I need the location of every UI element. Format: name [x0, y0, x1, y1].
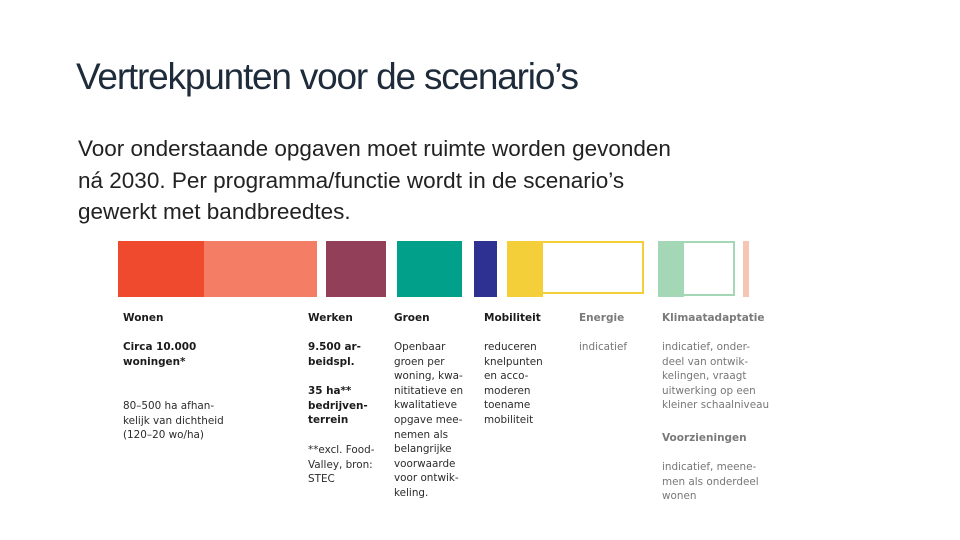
groen-line: woning, kwa-: [394, 370, 463, 383]
energie-text: [579, 340, 627, 355]
groen-line: kwalitatieve: [394, 399, 457, 412]
groen-line: belangrijke: [394, 443, 452, 456]
intro-text: [78, 133, 818, 228]
voorzieningen-line: men als onderdeel: [662, 475, 759, 488]
werken-value-line: 9.500 ar-: [308, 341, 361, 353]
wonen-label: Wonen: [123, 312, 164, 324]
klimaat-line: kelingen, vraagt: [662, 370, 747, 383]
wonen-note: [123, 399, 224, 443]
werken-value-line: beidspl.: [308, 355, 355, 368]
klimaat-label: Klimaatadaptatie: [662, 312, 765, 324]
groen-line: nemen als: [394, 428, 449, 441]
groen-line: voor ontwik-: [394, 472, 459, 485]
werken-terrain-line: 35 ha**: [308, 385, 352, 397]
intro-line: Voor onderstaande opgaven moet ruimte worden gevonden: [78, 136, 671, 161]
mobiliteit-line: moderen: [484, 384, 531, 397]
werken-terrain-line: bedrijven-: [308, 399, 368, 412]
werken-note-line: STEC: [308, 473, 335, 486]
mobiliteit-label: Mobiliteit: [484, 312, 541, 324]
mobiliteit-text: [484, 340, 543, 428]
werken-note-line: Valley, bron:: [308, 458, 373, 471]
klimaat-bar-outline: [684, 241, 735, 296]
groen-line: groen per: [394, 355, 445, 368]
groen-line: voorwaarde: [394, 457, 456, 470]
klimaat-line: indicatief, onder-: [662, 341, 750, 353]
intro-line: gewerkt met bandbreedtes.: [78, 199, 351, 224]
klimaat-line: uitwerking op een: [662, 384, 756, 397]
mobiliteit-line: mobiliteit: [484, 413, 534, 426]
energie-label: Energie: [579, 312, 625, 324]
groen-bar: [397, 241, 462, 297]
klimaat-line: deel van ontwik-: [662, 355, 749, 368]
groen-label: Groen: [394, 312, 430, 324]
wonen-note-line: (120–20 wo/ha): [123, 429, 204, 442]
werken-note-line: **excl. Food-: [308, 444, 375, 456]
werken-bar: [326, 241, 386, 297]
klimaat-bar-fill: [658, 241, 684, 297]
mobiliteit-line: reduceren: [484, 341, 537, 353]
groen-line: keling.: [394, 486, 429, 499]
wonen-value-line: Circa 10.000: [123, 341, 197, 353]
mobiliteit-bar: [474, 241, 497, 297]
voorzieningen-bar: [743, 241, 749, 297]
voorzieningen-line: wonen: [662, 490, 697, 503]
mobiliteit-line: knelpunten: [484, 355, 543, 368]
groen-line: nititatieve en: [394, 384, 464, 397]
wonen-note-line: kelijk van dichtheid: [123, 414, 224, 427]
energie-line: indicatief: [579, 341, 628, 353]
wonen-value: [123, 340, 196, 369]
klimaat-text: [662, 340, 769, 413]
voorzieningen-line: indicatief, meene-: [662, 461, 757, 473]
voorzieningen-text: [662, 460, 759, 504]
energie-bar-fill: [507, 241, 543, 297]
wonen-value-line: woningen*: [123, 355, 186, 368]
mobiliteit-line: en acco-: [484, 370, 529, 383]
intro-line: ná 2030. Per programma/functie wordt in de scenario’s: [78, 167, 625, 193]
groen-line: Openbaar: [394, 341, 446, 353]
energie-bar-outline: [543, 241, 644, 294]
werken-value: [308, 340, 361, 369]
werken-terrain-line: terrein: [308, 414, 349, 427]
wonen-bar-light: [204, 241, 317, 297]
wonen-bar-dark: [118, 241, 204, 297]
mobiliteit-line: toename: [484, 399, 531, 412]
groen-line: opgave mee-: [394, 413, 463, 426]
wonen-note-line: 80–500 ha afhan-: [123, 400, 215, 412]
slide-title: Vertrekpunten voor de scenario’s: [76, 56, 578, 97]
werken-terrain: [308, 384, 368, 428]
werken-note: [308, 443, 374, 487]
voorzieningen-label: Voorzieningen: [662, 432, 747, 444]
groen-text: [394, 340, 463, 501]
werken-label: Werken: [308, 312, 353, 324]
klimaat-line: kleiner schaalniveau: [662, 399, 770, 412]
